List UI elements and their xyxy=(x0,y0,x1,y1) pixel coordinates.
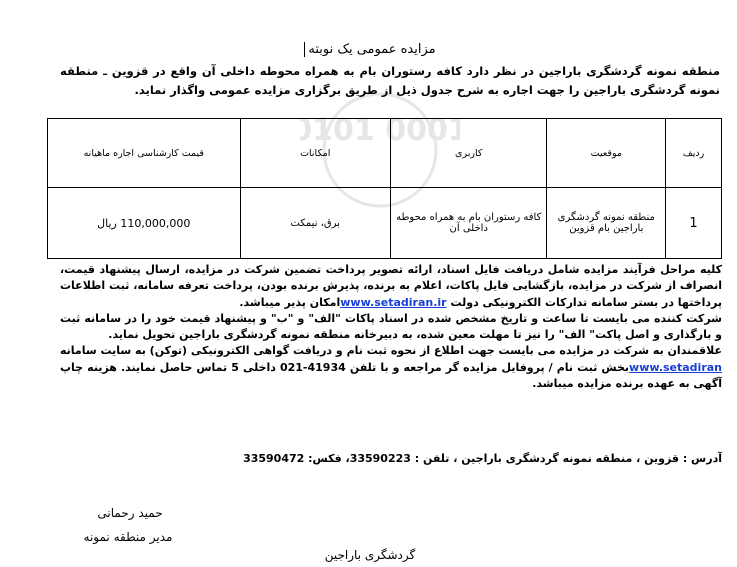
intro-paragraph: منطقه نمونه گردشگری باراجین در نظر دارد کافه رستوران بام به همراه محوطه داخلی آن واقع در قزوین ـ منطقه نمونه گردشگری باراجین را جهت اجاره به شرح جدول ذیل از طریق برگزاری مزایده عمومی واگذار نماید. xyxy=(60,64,720,97)
cell-location: منطقه نمونه گردشگری باراجین بام قزوین xyxy=(547,188,666,259)
cell-price: 110,000,000 ریال xyxy=(48,188,241,259)
paragraph-submission: شرکت کننده می بایست تا ساعت و تاریخ مشخص شده در اسناد پاکات "الف" و "ب" و پیشنهاد قیمت خود را در سامانه ثبت و بارگذاری و اصل پاکت" الف" را نیز تا مهلت معین شده، به دبیرخانه منطقه نمونه گردشگری باراجین تحویل نماید. xyxy=(60,311,722,342)
header-facilities: امکانات xyxy=(240,119,390,188)
signatory-organization: گردشگری باراجین xyxy=(324,548,416,562)
cell-facilities: برق، نیمکت xyxy=(240,188,390,259)
cell-row-number: 1 xyxy=(666,188,722,259)
signatory-name: حمید رحمانی xyxy=(97,506,163,520)
header-location: موقعیت xyxy=(547,119,666,188)
setadiran-link-2[interactable]: www.setadiran xyxy=(629,360,723,374)
lease-table xyxy=(47,118,722,259)
header-usage: کاربری xyxy=(390,119,546,188)
table-header-row xyxy=(48,119,722,188)
cell-usage: کافه رستوران بام به همراه محوطه داخلی آن xyxy=(390,188,546,259)
paragraph-process: کلیه مراحل فرآیند مزایده شامل دریافت فایل اسناد، ارائه تصویر پرداخت تضمین شرکت در مزایده، ارسال پیشنهاد قیمت، انصراف از شرکت در مزایده، بازگشایی فایل پاکات، اعلام به برنده، پذیرش برنده بودن، پرداخت تعرفه سامانه، ثبت اطلاعات پرداختها در بستر سامانه تدارکات الکترونیکی دولت www.setadiran.irامکان پذیر میباشد. xyxy=(60,263,722,309)
setadiran-link[interactable]: www.setadiran.ir xyxy=(340,295,447,309)
header-price: قیمت کارشناسی اجاره ماهیانه xyxy=(48,119,241,188)
signatory-title: مدیر منطقه نمونه xyxy=(83,530,173,544)
table-row xyxy=(48,188,722,259)
watermark-digits: 0101 0001 xyxy=(300,113,460,148)
page-title: مزایده عمومی یک نوبته xyxy=(280,42,460,57)
address-line: آدرس : قزوین ، منطقه نمونه گردشگری باراجین ، تلفن : 33590223، فکس: 33590472 xyxy=(243,452,722,465)
paragraph-registration: علاقمندان به شرکت در مزایده می بایست جهت اطلاع از نحوه ثبت نام و دریافت گواهی الکترونیکی (توکن) به سایت سامانه www.setadiranبخش ثبت نام / پروفایل مزایده گر مراجعه و با تلفن 41934-021 داخلی 5 تماس حاصل نمایند. هزینه چاپ آگهی به عهده برنده مزایده میباشد. xyxy=(59,344,723,391)
header-row-number: ردیف xyxy=(666,119,722,188)
conditions-text xyxy=(60,262,722,392)
